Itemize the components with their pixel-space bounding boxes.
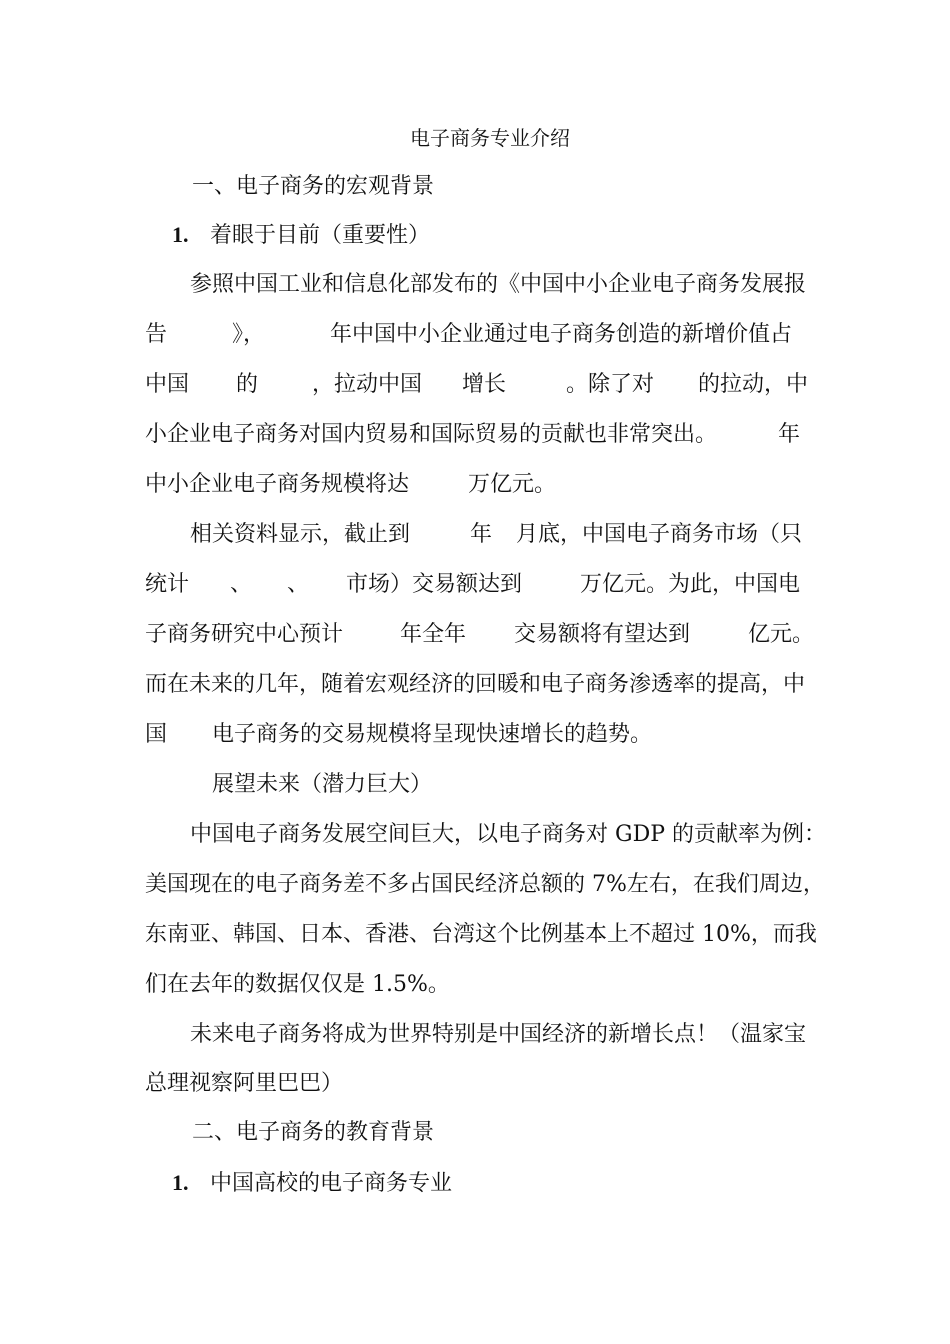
paragraph-line: 年 <box>470 522 493 547</box>
paragraph-line: 告 <box>145 322 168 347</box>
paragraph-line: 增长 <box>462 372 507 397</box>
paragraph-line: 相关资料显示，截止到 <box>190 522 411 547</box>
paragraph-line: 美国现在的电子商务差不多占国民经济总额的 7%左右，在我们周边， <box>145 872 825 897</box>
paragraph-line: 而在未来的几年，随着宏观经济的回暖和电子商务渗透率的提高，中 <box>145 672 806 697</box>
paragraph-line: 东南亚、韩国、日本、香港、台湾这个比例基本上不超过 10%，而我 <box>145 922 817 947</box>
paragraph-line: 未来电子商务将成为世界特别是中国经济的新增长点！（温家宝 <box>190 1022 807 1047</box>
section-heading-2: 二、电子商务的教育背景 <box>192 1120 435 1145</box>
paragraph-line: 电子商务的交易规模将呈现快速增长的趋势。 <box>212 722 653 747</box>
paragraph-line: 、 <box>287 572 310 597</box>
paragraph-line: 总理视察阿里巴巴） <box>145 1071 344 1096</box>
paragraph-line: 市场）交易额达到 <box>346 572 523 597</box>
paragraph-line: 的 <box>236 372 259 397</box>
subsection-number: 1. <box>172 222 189 247</box>
paragraph-line: 中小企业电子商务规模将达 <box>145 472 410 497</box>
paragraph-line: 万亿元。 <box>468 472 557 497</box>
paragraph-line: 年全年 <box>400 622 467 647</box>
paragraph-line: 年中国中小企业通过电子商务创造的新增价值占 <box>330 322 793 347</box>
paragraph-line: 统计 <box>145 572 190 597</box>
subsection-heading-1 <box>172 220 430 251</box>
paragraph-line: 子商务研究中心预计 <box>145 622 344 647</box>
paragraph-line: 小企业电子商务对国内贸易和国际贸易的贡献也非常突出。 <box>145 422 718 447</box>
paragraph-line: 月底，中国电子商务市场（只 <box>516 522 803 547</box>
paragraph-line: 交易额将有望达到 <box>514 622 691 647</box>
paragraph-line: 年 <box>778 422 801 447</box>
paragraph-line: 们在去年的数据仅仅是 1.5%。 <box>145 972 450 997</box>
paragraph-line: 。除了对 <box>566 372 655 397</box>
subsection-heading-2: 展望未来（潜力巨大） <box>212 772 433 797</box>
paragraph-line: 中国电子商务发展空间巨大，以电子商务对 GDP 的贡献率为例： <box>190 822 827 847</box>
subsection-text: 中国高校的电子商务专业 <box>210 1171 453 1196</box>
paragraph-line: 的拉动，中 <box>698 372 809 397</box>
paragraph-line: 万亿元。为此，中国电 <box>580 572 801 597</box>
paragraph-line: 》， <box>232 322 266 347</box>
subsection-heading-3 <box>172 1168 452 1199</box>
paragraph-line: 、 <box>230 572 253 597</box>
document-title: 电子商务专业介绍 <box>410 126 570 150</box>
section-heading-1: 一、电子商务的宏观背景 <box>192 174 435 199</box>
paragraph-line: 中国 <box>145 372 190 397</box>
subsection-text: 着眼于目前（重要性） <box>210 223 431 248</box>
paragraph-line: ，拉动中国 <box>312 372 423 397</box>
paragraph-line: 国 <box>145 722 168 747</box>
paragraph-line: 亿元。 <box>748 622 815 647</box>
subsection-number: 1. <box>172 1170 189 1195</box>
paragraph-line: 参照中国工业和信息化部发布的《中国中小企业电子商务发展报 <box>190 272 807 297</box>
